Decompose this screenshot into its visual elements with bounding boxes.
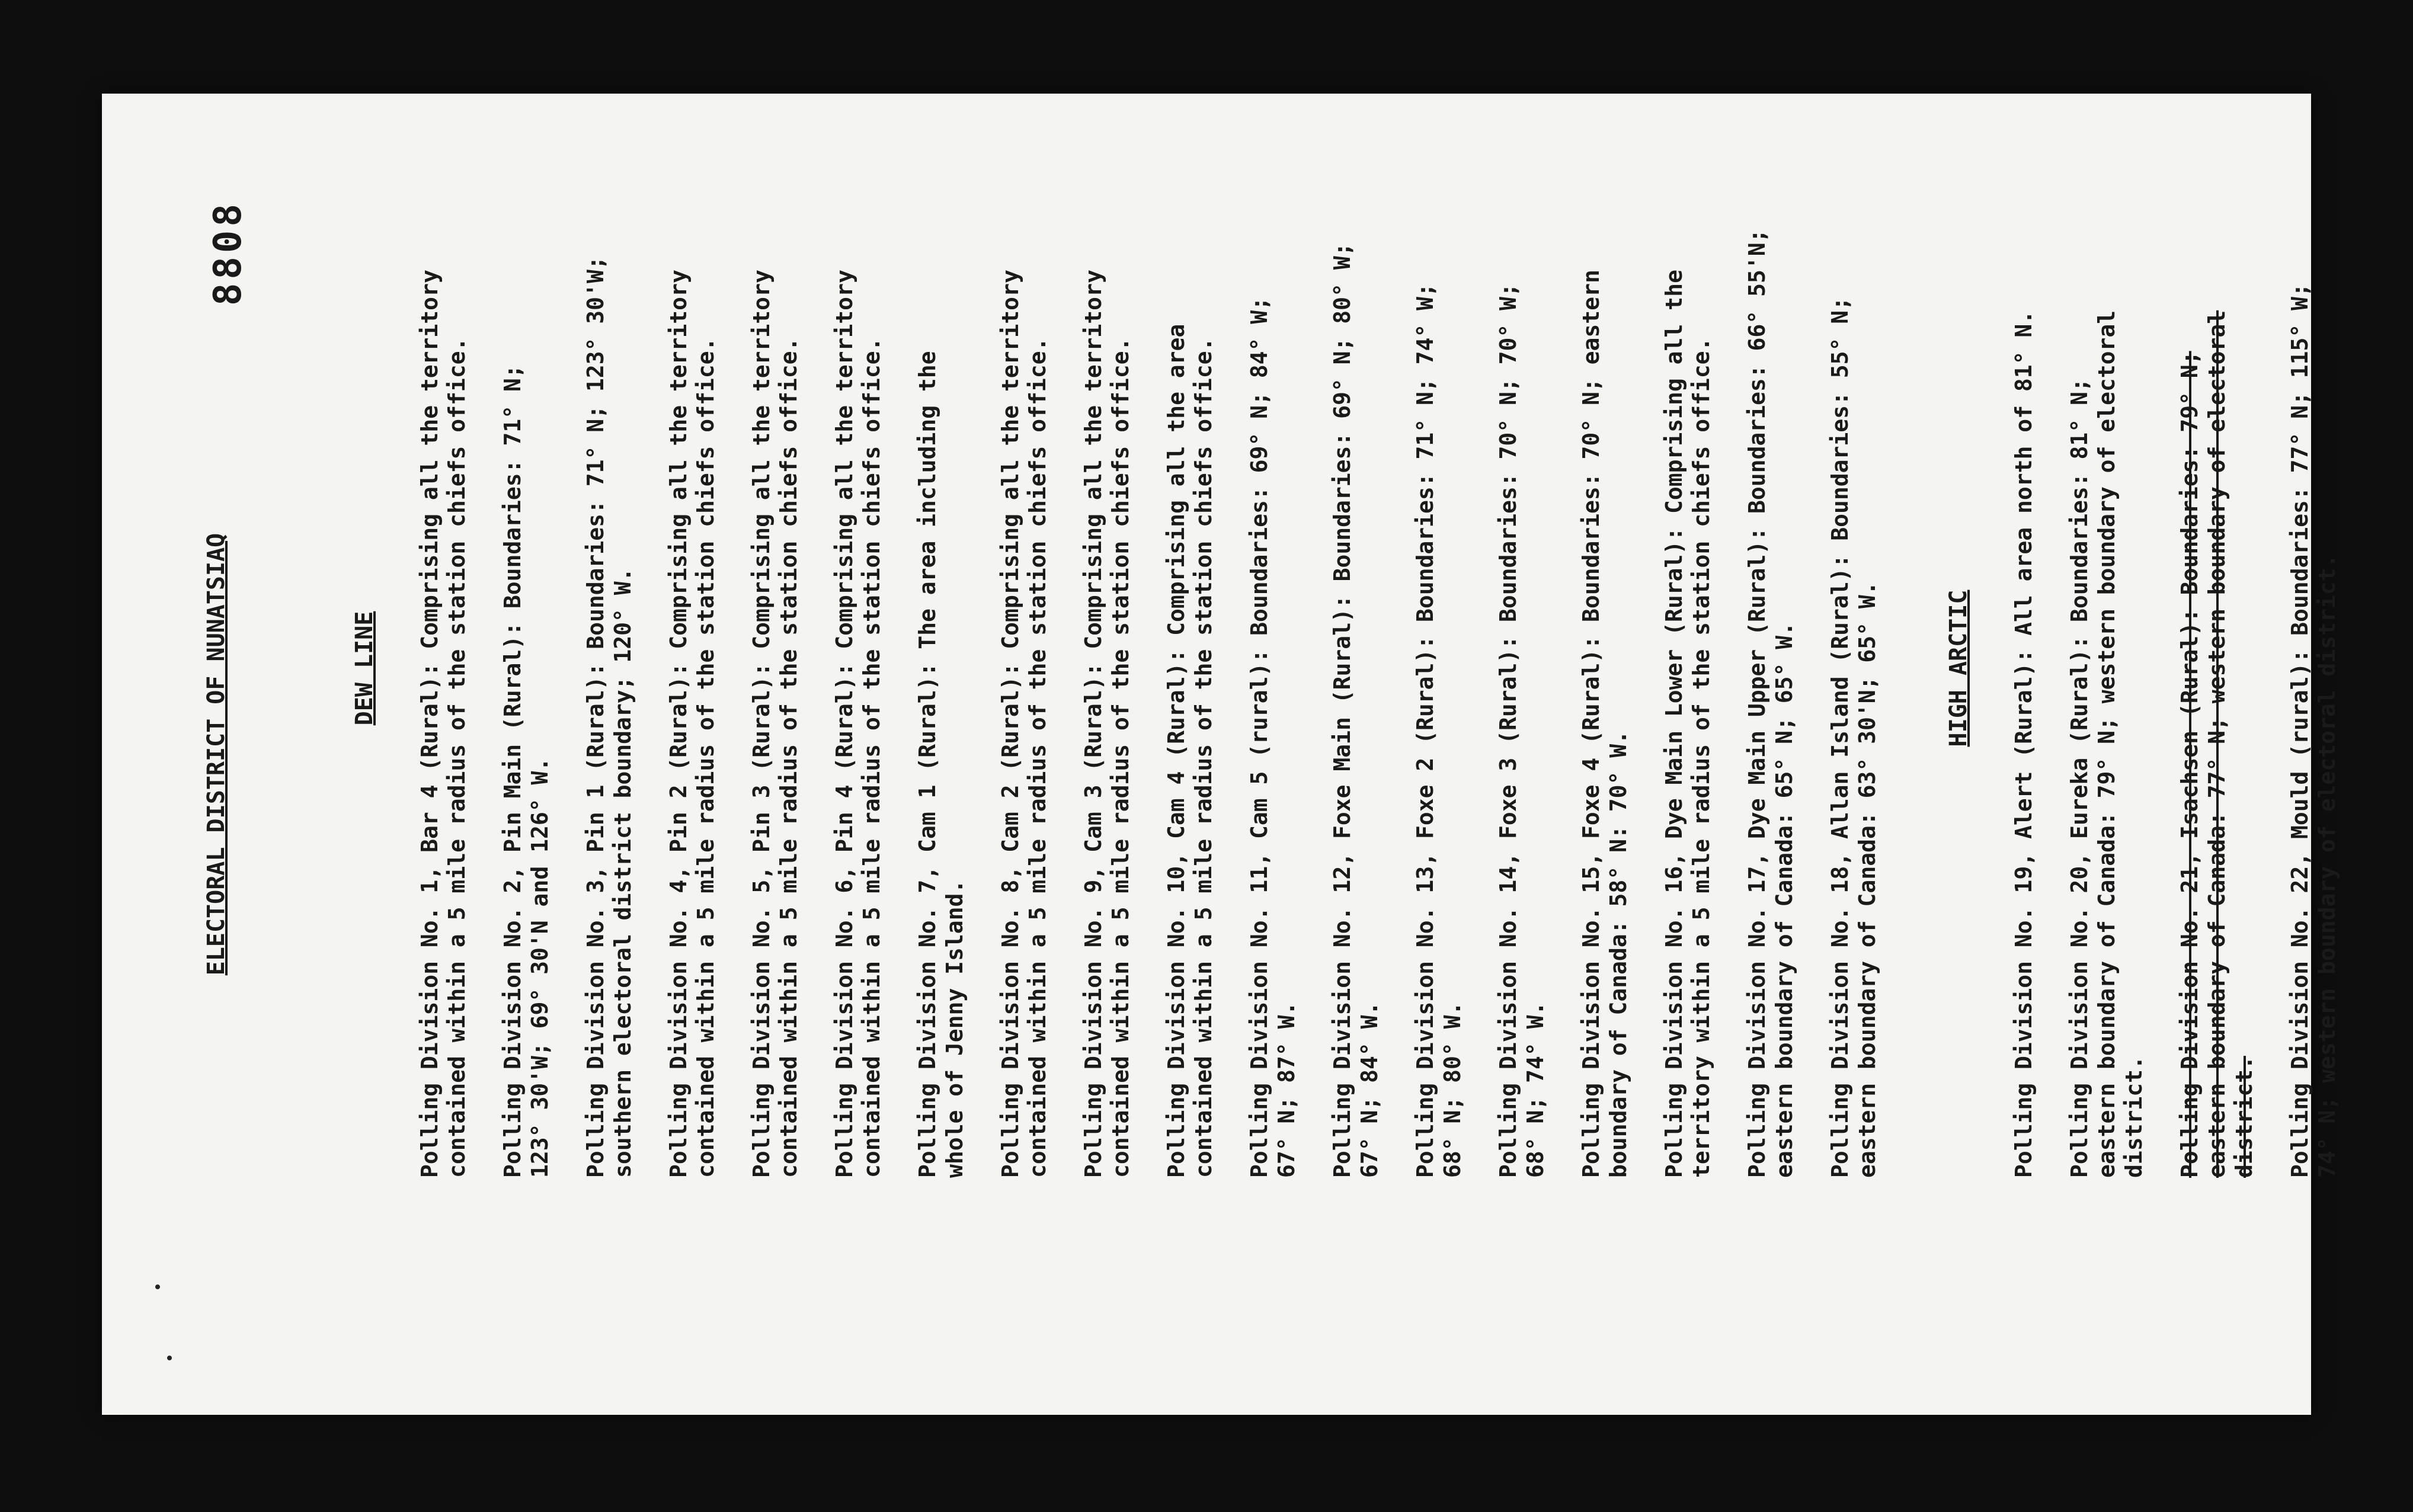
polling-division-11: Polling Division No. 11, Cam 5 (rural): Boundaries: 69° N; 84° W; 67° N; 87° W. [1246,296,1300,1178]
polling-division-6: Polling Division No. 6, Pin 4 (Rural): Comprising all the territory contained within a 5 mile radius of the station chiefs office. [831,270,885,1178]
scan-speck [155,1284,160,1289]
polling-division-3: Polling Division No. 3, Pin 1 (Rural): Boundaries: 71° N; 123° 30'W; southern electoral district boundary; 120° W. [583,256,636,1178]
polling-division-12: Polling Division No. 12, Foxe Main (Rural): Boundaries: 69° N; 80° W; 67° N; 84° W. [1329,242,1382,1178]
polling-division-10: Polling Division No. 10, Cam 4 (Rural): Comprising all the area contained within a 5 mile radius of the station chiefs office. [1163,323,1217,1178]
polling-division-5: Polling Division No. 5, Pin 3 (Rural): Comprising all the territory contained within a 5 mile radius of the station chiefs office. [748,270,802,1178]
section-heading-dew-line: DEW LINE [351,611,378,726]
document-sheet [102,94,2340,1415]
page-number: 8808 [206,200,250,306]
polling-division-7: Polling Division No. 7, Cam 1 (Rural): The area including the whole of Jenny Island. [914,351,968,1178]
polling-division-19: Polling Division No. 19, Alert (Rural): All area north of 81° N. [2011,310,2037,1178]
polling-division-20: Polling Division No. 20, Eureka (Rural): Boundaries: 81° N; eastern boundary of Canada: 79° N; western boundary of electoral district. [2066,310,2147,1178]
polling-division-15: Polling Division No. 15, Foxe 4 (Rural): Boundaries: 70° N; eastern boundary of Canada: 58° N: 70° W. [1578,270,1631,1178]
document-title: ELECTORAL DISTRICT OF NUNATSIAQ [203,533,230,976]
polling-division-21-struck: Polling Division No. 21, Isachsen (Rural): Boundaries: 79° N; eastern boundary of Canada: 77° N; western boundary of electoral district. [2177,310,2257,1178]
polling-division-16: Polling Division No. 16, Dye Main Lower (Rural): Comprising all the territory within a 5 mile radius of the station chiefs office. [1661,270,1714,1178]
polling-division-1: Polling Division No. 1, Bar 4 (Rural): Comprising all the territory contained within a 5 mile radius of the station chiefs office. [417,270,470,1178]
polling-division-22: Polling Division No. 22, Mould (rural): Boundaries: 77° N; 115° W; 74° N; western boundary of electoral district. [2287,283,2340,1178]
polling-division-14: Polling Division No. 14, Foxe 3 (Rural): Boundaries: 70° N; 70° W; 68° N; 74° W. [1495,283,1548,1178]
polling-division-13: Polling Division No. 13, Foxe 2 (Rural): Boundaries: 71° N; 74° W; 68° N; 80° W. [1412,283,1465,1178]
polling-division-18: Polling Division No. 18, Allan Island (Rural): Boundaries: 55° N; eastern boundary of Canada: 63° 30'N; 65° W. [1827,296,1880,1178]
rotated-page [102,94,2340,1415]
polling-division-9: Polling Division No. 9, Cam 3 (Rural): Comprising all the territory contained within a 5 mile radius of the station chiefs office. [1080,270,1134,1178]
polling-division-4: Polling Division No. 4, Pin 2 (Rural): Comprising all the territory contained within a 5 mile radius of the station chiefs office. [665,270,719,1178]
document-body [351,159,2369,1178]
scan-speck [167,1356,172,1360]
polling-division-8: Polling Division No. 8, Cam 2 (Rural): Comprising all the territory contained within a 5 mile radius of the station chiefs office. [997,270,1051,1178]
section-gap [1909,159,1945,1178]
section-heading-high-arctic: HIGH ARCTIC [1945,590,1972,747]
polling-division-2: Polling Division No. 2, Pin Main (Rural): Boundaries: 71° N; 123° 30'W; 69° 30'N and 126° W. [500,364,553,1178]
polling-division-17: Polling Division No. 17, Dye Main Upper (Rural): Boundaries: 66° 55'N; eastern boundary of Canada: 65° N; 65° W. [1744,229,1797,1178]
